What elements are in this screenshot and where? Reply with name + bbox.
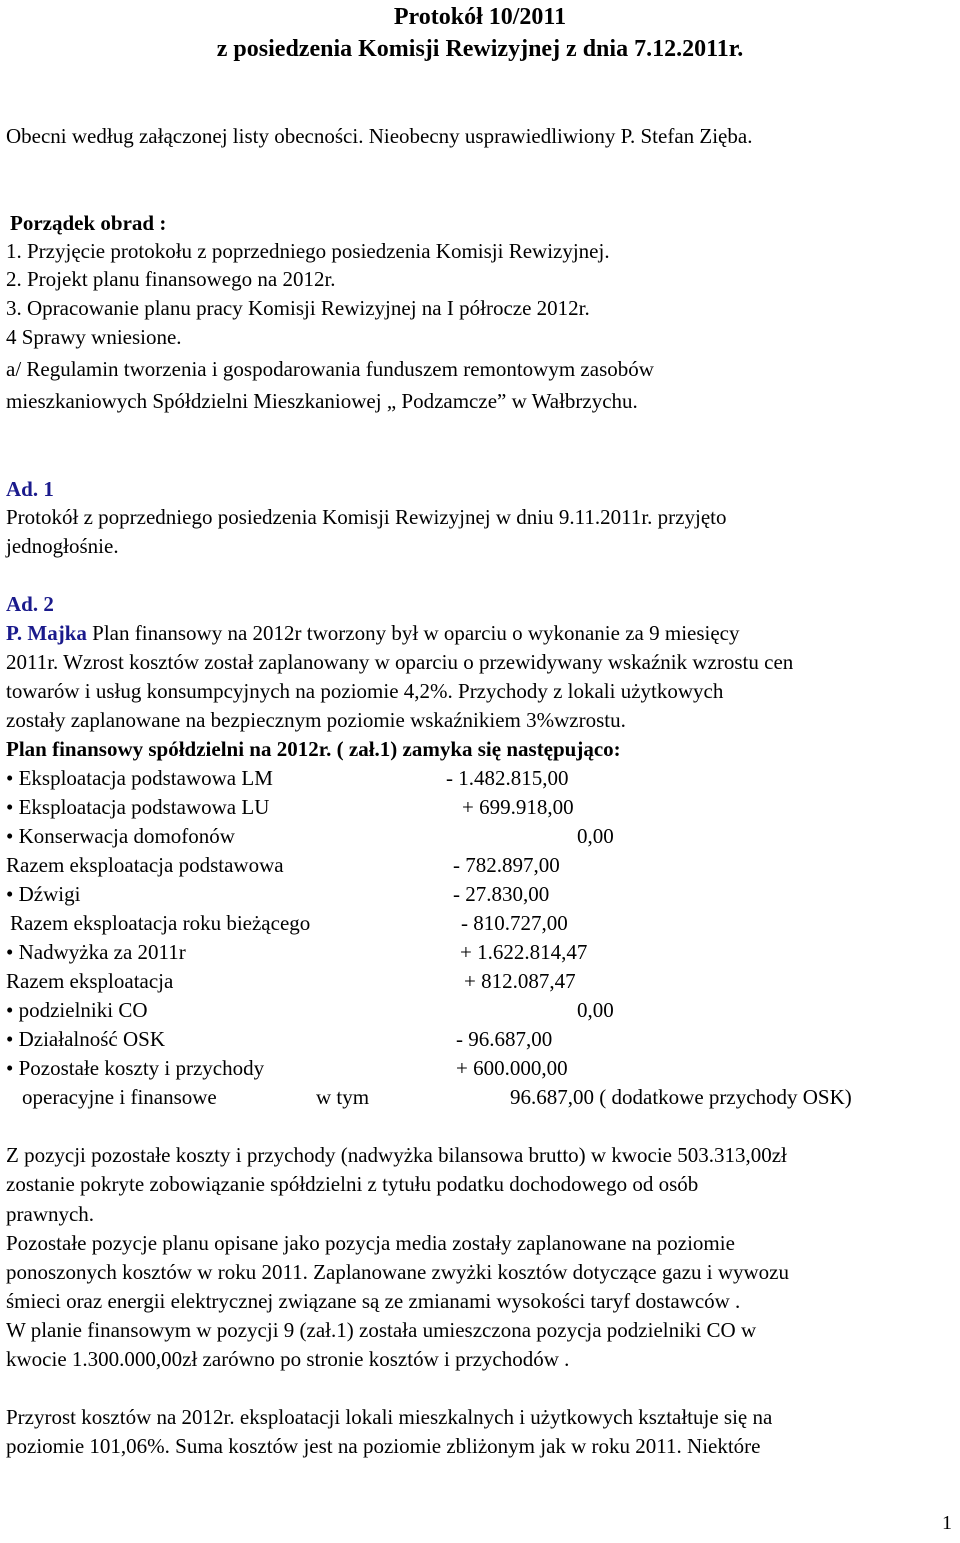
paragraph-line: Z pozycji pozostałe koszty i przychody (nadwyżka bilansowa brutto) w kwocie 503.313,00zł xyxy=(6,1143,787,1167)
budget-row-value: + 812.087,47 xyxy=(464,969,576,993)
budget-row-value: - 96.687,00 xyxy=(456,1027,553,1051)
budget-row-label: • podzielniki CO xyxy=(6,998,148,1022)
budget-row-label: Razem eksploatacja roku bieżącego xyxy=(10,911,311,935)
paragraph-line: zostanie pokryte zobowiązanie spółdzielni z tytułu podatku dochodowego od osób xyxy=(6,1172,699,1196)
budget-row-label: Razem eksploatacja xyxy=(6,969,174,993)
paragraph-line: ponoszonych kosztów w roku 2011. Zaplanowane zwyżki kosztów dotyczące gazu i wywozu xyxy=(6,1260,789,1284)
budget-row-value: - 1.482.815,00 xyxy=(446,766,569,790)
budget-row-value: 0,00 xyxy=(577,824,614,848)
ad1-text-line2: jednogłośnie. xyxy=(6,534,119,558)
budget-row-label: • Nadwyżka za 2011r xyxy=(6,940,186,964)
agenda-item: 4 Sprawy wniesione. xyxy=(6,325,182,349)
budget-row-value: + 600.000,00 xyxy=(456,1056,568,1080)
agenda-heading: Porządek obrad : xyxy=(10,211,167,235)
paragraph-line: prawnych. xyxy=(6,1202,95,1226)
ad2-text-line3: towarów i usług konsumpcyjnych na poziomie 4,2%. Przychody z lokali użytkowych xyxy=(6,679,724,703)
budget-row-value: 0,00 xyxy=(577,998,614,1022)
budget-row-label: • Eksploatacja podstawowa LU xyxy=(6,795,270,819)
budget-row-value: - 782.897,00 xyxy=(453,853,560,877)
budget-row-label: • Działalność OSK xyxy=(6,1027,165,1051)
ad2-text-line1-rest: Plan finansowy na 2012r tworzony był w oparciu o wykonanie za 9 miesięcy xyxy=(86,621,740,645)
ad2-text-line4: zostały zaplanowane na bezpiecznym poziomie wskaźnikiem 3%wzrostu. xyxy=(6,708,626,732)
budget-row-value: 96.687,00 ( dodatkowe przychody OSK) xyxy=(510,1085,852,1109)
document-title-line1: Protokół 10/2011 xyxy=(393,4,567,30)
agenda-item: 1. Przyjęcie protokołu z poprzedniego posiedzenia Komisji Rewizyjnej. xyxy=(6,239,610,263)
agenda-item: mieszkaniowych Spółdzielni Mieszkaniowej „ Podzamcze” w Wałbrzychu. xyxy=(6,389,638,413)
budget-row-mid: w tym xyxy=(316,1085,370,1109)
budget-row-value: + 699.918,00 xyxy=(462,795,574,819)
budget-row-value: + 1.622.814,47 xyxy=(460,940,588,964)
budget-row-value: - 810.727,00 xyxy=(461,911,568,935)
ad2-heading: Ad. 2 xyxy=(6,592,54,616)
ad2-text-line1 xyxy=(6,620,740,646)
paragraph-line: kwocie 1.300.000,00zł zarówno po stronie kosztów i przychodów . xyxy=(6,1347,570,1371)
speaker-name: P. Majka xyxy=(6,621,87,645)
paragraph-line: Pozostałe pozycje planu opisane jako pozycja media zostały zaplanowane na poziomie xyxy=(6,1231,735,1255)
plan-heading: Plan finansowy spółdzielni na 2012r. ( zał.1) zamyka się następująco: xyxy=(6,737,621,761)
budget-row-label: • Dźwigi xyxy=(6,882,81,906)
ad1-heading: Ad. 1 xyxy=(6,477,54,501)
budget-row-label: • Pozostałe koszty i przychody xyxy=(6,1056,265,1080)
budget-row-label: operacyjne i finansowe xyxy=(22,1085,217,1109)
attendance-text: Obecni według załączonej listy obecności. Nieobecny usprawiedliwiony P. Stefan Zięba. xyxy=(6,124,753,148)
budget-row-label: Razem eksploatacja podstawowa xyxy=(6,853,284,877)
closing-line: Przyrost kosztów na 2012r. eksploatacji lokali mieszkalnych i użytkowych kształtuje się na xyxy=(6,1405,773,1429)
agenda-item: 3. Opracowanie planu pracy Komisji Rewizyjnej na I półrocze 2012r. xyxy=(6,296,590,320)
budget-row-value: - 27.830,00 xyxy=(453,882,550,906)
ad2-text-line2: 2011r. Wzrost kosztów został zaplanowany w oparciu o przewidywany wskaźnik wzrostu cen xyxy=(6,650,794,674)
closing-line: poziomie 101,06%. Suma kosztów jest na poziomie zbliżonym jak w roku 2011. Niektóre xyxy=(6,1434,761,1458)
budget-row-label: • Eksploatacja podstawowa LM xyxy=(6,766,273,790)
paragraph-line: śmieci oraz energii elektrycznej związane są ze zmianami wysokości taryf dostawców . xyxy=(6,1289,741,1313)
document-title-line2: z posiedzenia Komisji Rewizyjnej z dnia 7.12.2011r. xyxy=(216,36,744,62)
ad1-text-line1: Protokół z poprzedniego posiedzenia Komisji Rewizyjnej w dniu 9.11.2011r. przyjęto xyxy=(6,505,727,529)
agenda-item: a/ Regulamin tworzenia i gospodarowania funduszem remontowym zasobów xyxy=(6,357,654,381)
paragraph-line: W planie finansowym w pozycji 9 (zał.1) została umieszczona pozycja podzielniki CO w xyxy=(6,1318,757,1342)
page-number: 1 xyxy=(942,1512,952,1534)
budget-row-label: • Konserwacja domofonów xyxy=(6,824,235,848)
agenda-item: 2. Projekt planu finansowego na 2012r. xyxy=(6,267,336,291)
